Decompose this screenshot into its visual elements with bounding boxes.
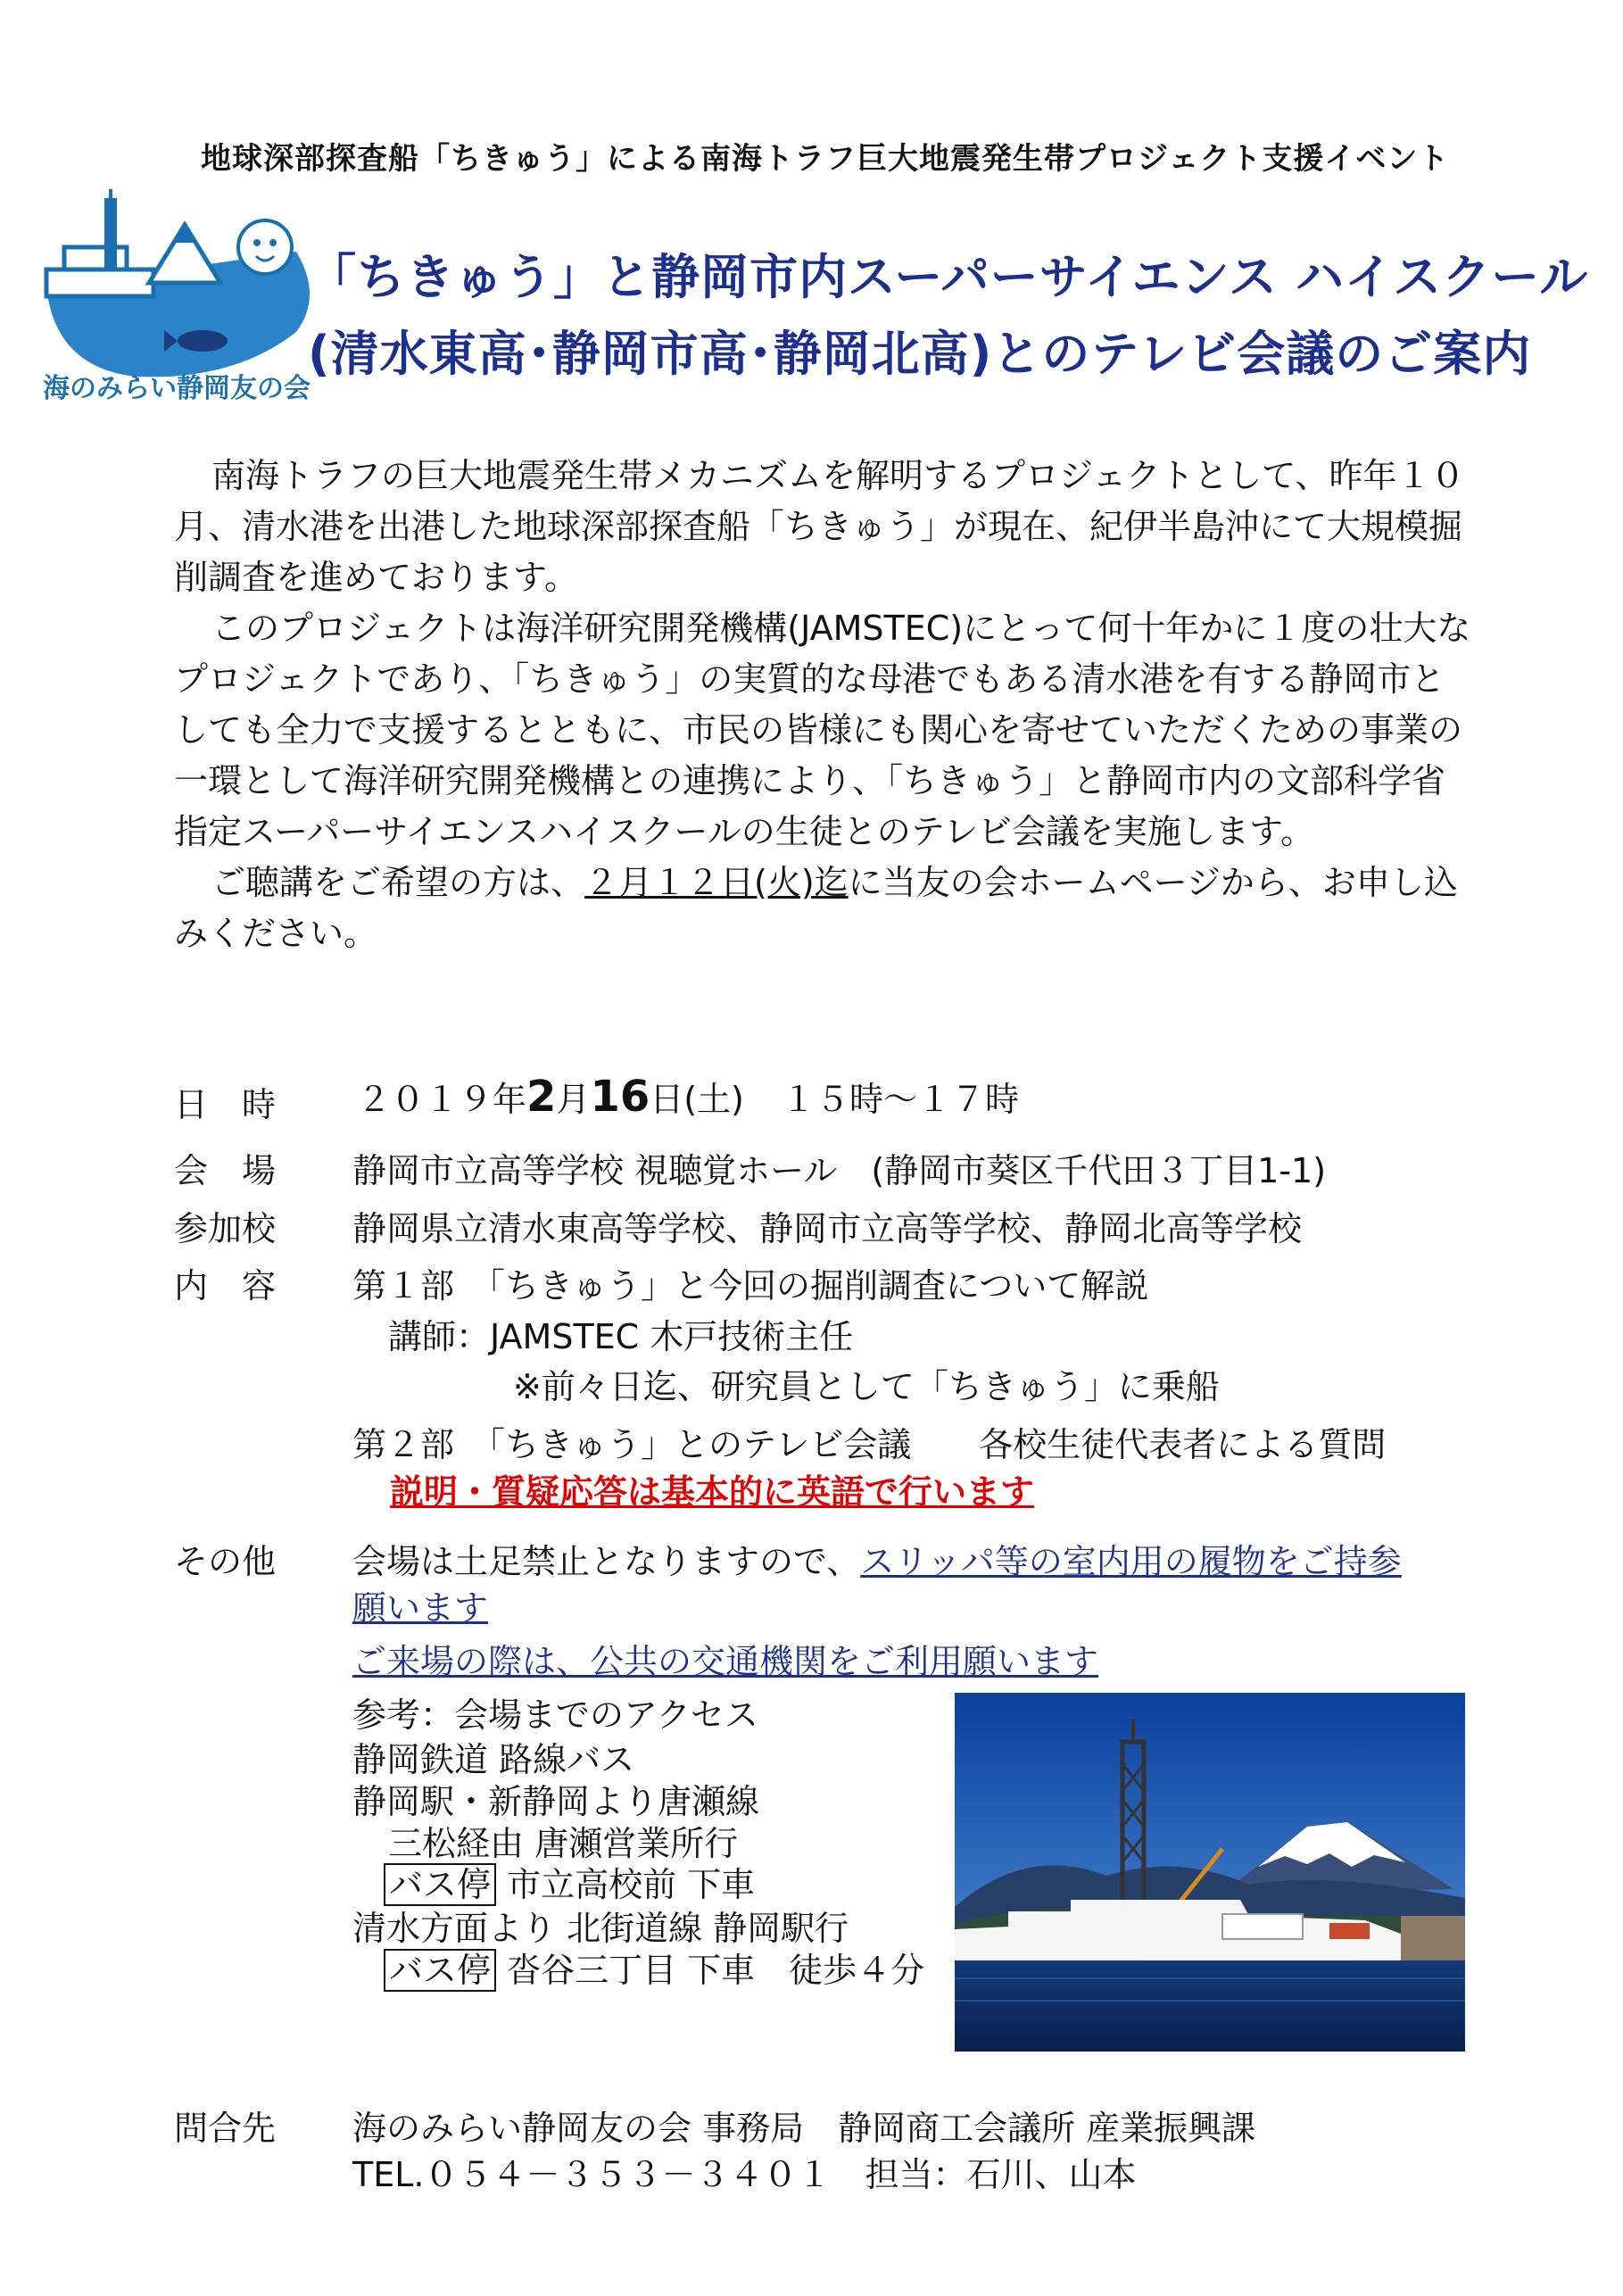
other-value xyxy=(352,1534,1402,1583)
date-time: １５時～１７時 xyxy=(781,1080,1019,1119)
other-slippers-note: スリッパ等の室内用の履物をご持参 xyxy=(860,1542,1402,1581)
access-stop-2 xyxy=(384,1943,925,1990)
access-line-2: 静岡駅・新静岡より唐瀬線 xyxy=(352,1782,760,1821)
bus-stop-tag-2: バス停 xyxy=(384,1949,496,1992)
other-line-3 xyxy=(352,1634,1099,1681)
date-year: ２０１９年 xyxy=(357,1080,527,1119)
bus-stop-2: 沓谷三丁目 下車 徒歩４分 xyxy=(496,1951,925,1990)
date-day: 16 xyxy=(590,1072,650,1122)
lecturer: 講師：JAMSTEC 木戸技術主任 xyxy=(388,1317,854,1356)
bus-stop-1: 市立高校前 下車 xyxy=(496,1865,756,1904)
date-value xyxy=(357,1072,1019,1122)
intro-paragraph-1: 南海トラフの巨大地震発生帯メカニズムを解明するプロジェクトとして、昨年１０月、清水港を出港した地球深部探査船「ちきゅう」が現在、紀伊半島沖にて大規模掘削調査を進めております。 xyxy=(174,456,1465,597)
access-heading: 参考：会場までのアクセス xyxy=(352,1695,758,1735)
access-stop-1 xyxy=(384,1857,755,1902)
date-label: 日 時 xyxy=(174,1085,277,1124)
access-line-1: 静岡鉄道 路線バス xyxy=(352,1740,635,1779)
other-text: 会場は土足禁止となりますので、 xyxy=(352,1542,861,1581)
apply-text-before: ご聴講をご希望の方は、 xyxy=(211,863,585,902)
page-title-line-2: (清水東高･静岡市高･静岡北高)とのテレビ会議のご案内 xyxy=(308,326,1532,382)
page-title-line-1: 「ちきゅう」と静岡市内スーパーサイエンス ハイスクール xyxy=(308,249,1589,305)
public-transport-note: ご来場の際は、公共の交通機関をご利用願います xyxy=(352,1642,1099,1681)
apply-text-after: に当友の会ホームページから、お申し込みください。 xyxy=(174,863,1458,953)
logo-caption: 海のみらい静岡友の会 xyxy=(43,373,311,404)
access-line-4: 清水方面より 北街道線 静岡駅行 xyxy=(352,1909,849,1948)
date-day-unit: 日(土) xyxy=(650,1080,744,1119)
content-part-2: 第２部 「ちきゅう」とのテレビ会議 各校生徒代表者による質問 xyxy=(352,1425,1387,1464)
english-note-text: 説明・質疑応答は基本的に英語で行います xyxy=(390,1472,1035,1512)
intro-section xyxy=(174,451,1477,959)
contact-label: 問合先 xyxy=(174,2109,277,2148)
other-line-2 xyxy=(352,1580,489,1628)
venue-label: 会 場 xyxy=(174,1151,277,1190)
schools-label: 参加校 xyxy=(174,1209,277,1248)
event-subtitle: 地球深部探査船「ちきゅう」による南海トラフ巨大地震発生帯プロジェクト支援イベント xyxy=(201,141,1450,177)
date-month-unit: 月 xyxy=(556,1080,591,1119)
other-slippers-note-cont: 願います xyxy=(352,1588,489,1628)
other-label: その他 xyxy=(174,1542,277,1581)
access-line-3: 三松経由 唐瀬営業所行 xyxy=(388,1824,739,1863)
contact-org: 海のみらい静岡友の会 事務局 静岡商工会議所 産業振興課 xyxy=(352,2109,1256,2148)
lecturer-note: ※前々日迄、研究員として「ちきゅう」に乗船 xyxy=(513,1367,1220,1406)
intro-paragraph-3 xyxy=(174,858,1477,959)
english-note xyxy=(390,1464,1035,1512)
apply-deadline: ２月１２日(火)迄 xyxy=(584,863,849,902)
bus-stop-tag-1: バス停 xyxy=(384,1863,496,1906)
ship-photo xyxy=(955,1693,1465,2051)
intro-paragraph-2: このプロジェクトは海洋研究開発機構(JAMSTEC)にとって何十年かに１度の壮大なプロジェクトであり、「ちきゅう」の実質的な母港でもある清水港を有する静岡市としても全力で支援するとともに、市民の皆様にも関心を寄せていただくための事業の一環として海洋研究開発機構との連携により、「ちきゅう」と静岡市内の文部科学省指定スーパーサイエンスハイスクールの生徒とのテレビ会議を実施します。 xyxy=(174,609,1471,851)
schools-value: 静岡県立清水東高等学校、静岡市立高等学校、静岡北高等学校 xyxy=(352,1209,1303,1248)
content-part-1: 第１部 「ちきゅう」と今回の掘削調査について解説 xyxy=(352,1266,1149,1305)
contact-tel: TEL.０５４－３５３－３４０１ 担当：石川、山本 xyxy=(352,2155,1137,2194)
venue-value: 静岡市立高等学校 視聴覚ホール (静岡市葵区千代田３丁目1-1) xyxy=(352,1151,1327,1190)
date-month: 2 xyxy=(526,1072,557,1122)
content-label: 内 容 xyxy=(174,1266,277,1305)
